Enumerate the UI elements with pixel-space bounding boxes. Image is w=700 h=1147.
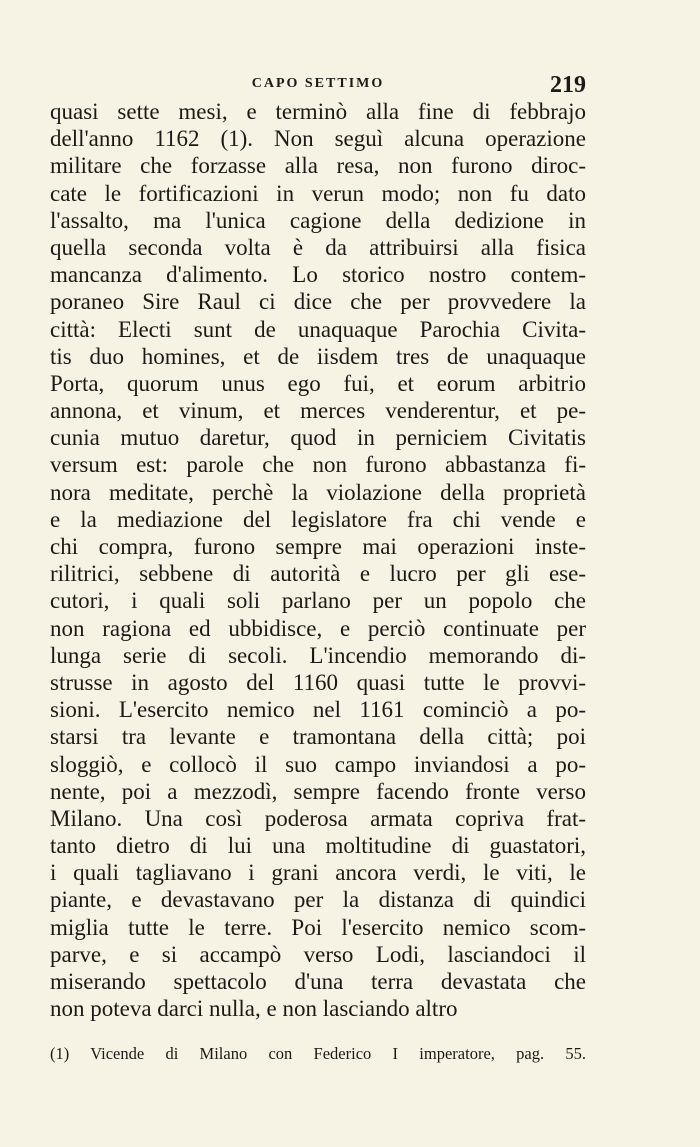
text-line: lunga serie di secoli. L'incendio memorando di- — [50, 642, 586, 668]
page-number: 219 — [550, 72, 586, 98]
text-line: nora meditate, perchè la violazione della proprietà — [50, 479, 586, 505]
text-line: quasi sette mesi, e terminò alla fine di febbrajo — [50, 99, 586, 124]
text-line: città: Electi sunt de unaquaque Parochia Civita- — [50, 316, 586, 342]
text-line: i quali tagliavano i grani ancora verdi, le viti, le — [50, 860, 586, 886]
text-line: non ragiona ed ubbidisce, e perciò continuate per — [50, 615, 586, 641]
text-line: dell'anno 1162 (1). Non seguì alcuna operazione — [50, 126, 586, 152]
text-line: piante, e devastavano per la distanza di quindici — [50, 887, 586, 913]
text-line: versum est: parole che non furono abbastanza fi- — [50, 452, 586, 478]
text-line: quella seconda volta è da attribuirsi alla fisica — [50, 234, 586, 260]
text-line: starsi tra levante e tramontana della città; poi — [50, 724, 586, 750]
text-line: non poteva darci nulla, e non lasciando altro — [50, 996, 458, 1022]
text-line: rilitrici, sebbene di autorità e lucro per gli ese- — [50, 561, 586, 587]
text-line: l'assalto, ma l'unica cagione della dedizione in — [50, 207, 586, 233]
text-line: tis duo homines, et de iisdem tres de unaquaque — [50, 343, 586, 369]
page-header — [50, 72, 586, 100]
text-line: sioni. L'esercito nemico nel 1161 cominciò a po- — [50, 697, 586, 723]
text-line: poraneo Sire Raul ci dice che per provvedere la — [50, 289, 586, 315]
running-head: CAPO SETTIMO — [251, 76, 385, 91]
text-line: chi compra, furono sempre mai operazioni inste- — [50, 534, 586, 559]
text-line: Porta, quorum unus ego fui, et eorum arbitrio — [50, 370, 586, 396]
text-line: Milano. Una così poderosa armata copriva frat- — [50, 805, 586, 831]
text-line: miserando spettacolo d'una terra devastata che — [50, 969, 586, 994]
footnote: (1) Vicende di Milano con Federico I imperatore, pag. 55. — [50, 1044, 586, 1063]
text-line: cunia mutuo daretur, quod in perniciem Civitatis — [50, 425, 586, 451]
text-line: annona, et vinum, et merces venderentur, et pe- — [50, 398, 586, 424]
text-line: nente, poi a mezzodì, sempre facendo fronte verso — [50, 778, 586, 804]
text-line: cutori, i quali soli parlano per un popolo che — [50, 588, 586, 614]
text-line: mancanza d'alimento. Lo storico nostro contem- — [50, 262, 586, 288]
text-line: cate le fortificazioni in verun modo; non fu dato — [50, 180, 586, 206]
text-line: tanto dietro di lui una moltitudine di guastatori, — [50, 833, 586, 859]
text-line: strusse in agosto del 1160 quasi tutte le provvi- — [50, 669, 586, 695]
text-line: sloggiò, e collocò il suo campo inviandosi a po- — [50, 751, 586, 777]
text-line: miglia tutte le terre. Poi l'esercito nemico scom- — [50, 914, 586, 940]
body-text — [50, 98, 586, 1022]
text-line: militare che forzasse alla resa, non furono diroc- — [50, 153, 586, 179]
text-line: e la mediazione del legislatore fra chi vende e — [50, 506, 586, 532]
text-line: parve, e si accampò verso Lodi, lasciandoci il — [50, 941, 586, 967]
